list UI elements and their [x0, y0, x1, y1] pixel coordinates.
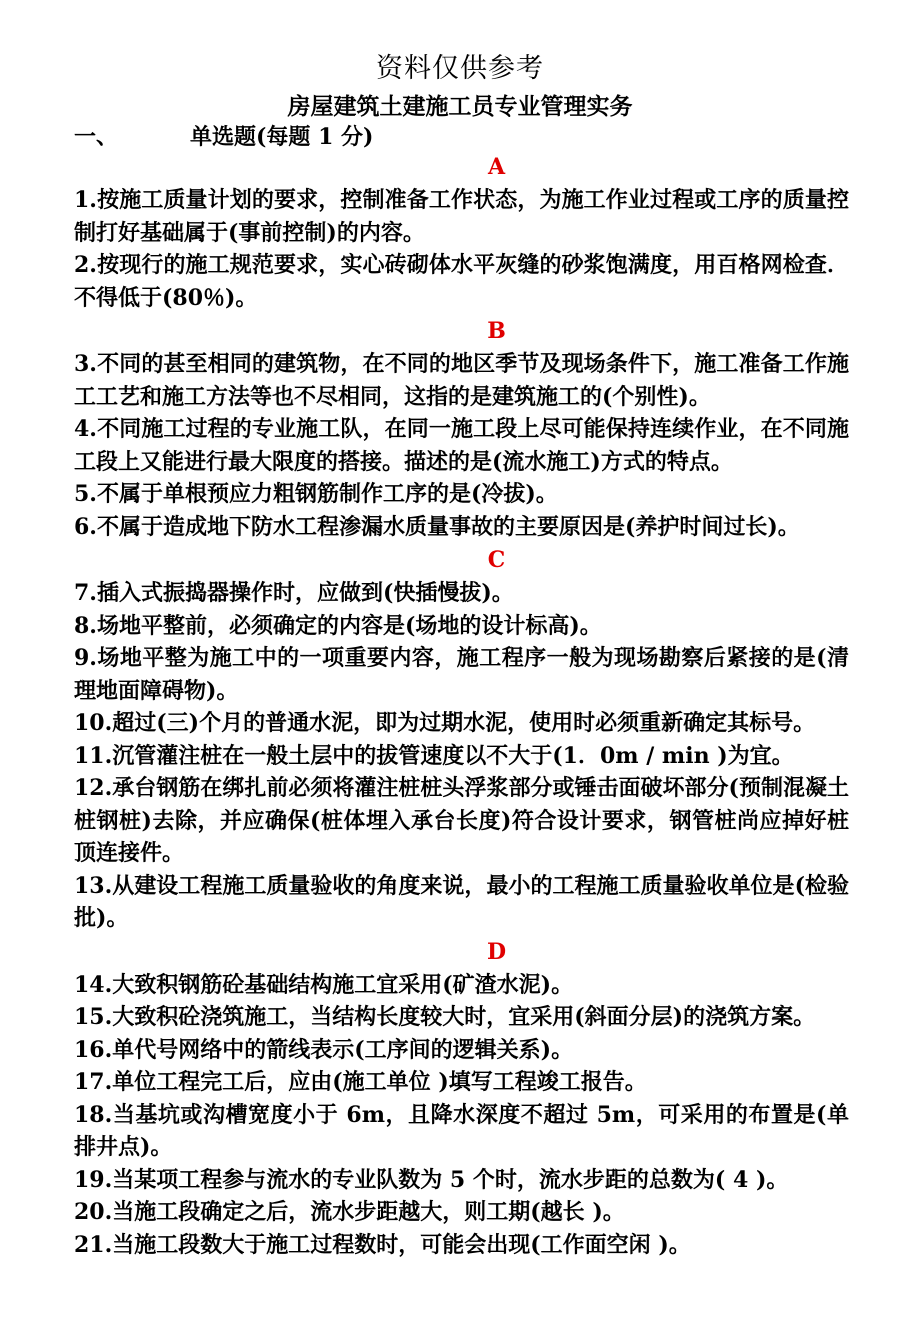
group-letter-c: C [487, 547, 506, 573]
question-item: 6.不属于造成地下防水工程渗漏水质量事故的主要原因是(养护时间过长)。 [74, 513, 800, 540]
question-item: 3.不同的甚至相同的建筑物，在不同的地区季节及现场条件下，施工准备工作施工工艺和施工方法等也不尽相同，这指的是建筑施工的(个别性)。 [74, 351, 849, 410]
section-heading [74, 120, 373, 151]
question-list [74, 150, 849, 1261]
watermark-header: 资料仅供参考 [376, 53, 544, 84]
question-item: 4.不同施工过程的专业施工队，在同一施工段上尽可能保持连续作业，在不同施工段上又能进行最大限度的搭接。描述的是(流水施工)方式的特点。 [74, 416, 849, 475]
question-item: 12.承台钢筋在绑扎前必须将灌注桩桩头浮浆部分或锤击面破坏部分(预制混凝土桩钢桩)去除，并应确保(桩体埋入承台长度)符合设计要求，钢管桩尚应掉好桩顶连接件。 [74, 775, 849, 866]
question-item: 7.插入式振捣器操作时，应做到(快插慢拔)。 [74, 580, 514, 606]
question-item: 20.当施工段确定之后，流水步距越大，则工期(越长 )。 [74, 1199, 625, 1225]
section-number: 一、 [74, 124, 119, 150]
group-letter-a: A [487, 154, 506, 180]
question-item: 13.从建设工程施工质量验收的角度来说，最小的工程施工质量验收单位是(检验批)。 [74, 872, 849, 931]
question-item: 8.场地平整前，必须确定的内容是(场地的设计标高)。 [74, 612, 602, 639]
question-item: 9.场地平整为施工中的一项重要内容，施工程序一般为现场勘察后紧接的是(清理地面障碍物)。 [74, 645, 849, 704]
group-letter-d: D [486, 938, 507, 965]
question-item: 15.大致积砼浇筑施工，当结构长度较大时，宜采用(斜面分层)的浇筑方案。 [74, 1004, 816, 1030]
section-label: 单选题(每题 1 分) [190, 124, 374, 150]
question-item: 19.当某项工程参与流水的专业队数为 5 个时，流水步距的总数为( 4 )。 [74, 1166, 789, 1193]
document-title: 房屋建筑土建施工员专业管理实务 [287, 93, 633, 120]
question-item: 14.大致积钢筋砼基础结构施工宜采用(矿渣水泥)。 [74, 971, 574, 998]
question-item: 10.超过(三)个月的普通水泥，即为过期水泥，使用时必须重新确定其标号。 [74, 710, 816, 736]
question-item: 11.沉管灌注桩在一般土层中的拔管速度以不大于(1．0m / min )为宜。 [74, 742, 794, 769]
question-item: 21.当施工段数大于施工过程数时，可能会出现(工作面空闲 )。 [74, 1231, 691, 1258]
question-item: 1.按施工质量计划的要求，控制准备工作状态，为施工作业过程或工序的质量控制打好基础属于(事前控制)的内容。 [74, 187, 849, 246]
question-item: 2.按现行的施工规范要求，实心砖砌体水平灰缝的砂浆饱满度，用百格网检查．不得低于(80％)。 [74, 252, 849, 311]
question-item: 18.当基坑或沟槽宽度小于 6m，且降水深度不超过 5m，可采用的布置是(单排井点)。 [74, 1101, 849, 1160]
question-item: 17.单位工程完工后，应由(施工单位 )填写工程竣工报告。 [74, 1069, 647, 1095]
question-item: 16.单代号网络中的箭线表示(工序间的逻辑关系)。 [74, 1036, 574, 1063]
question-item: 5.不属于单根预应力粗钢筋制作工序的是(冷拔)。 [74, 481, 558, 507]
group-letter-b: B [487, 318, 506, 344]
